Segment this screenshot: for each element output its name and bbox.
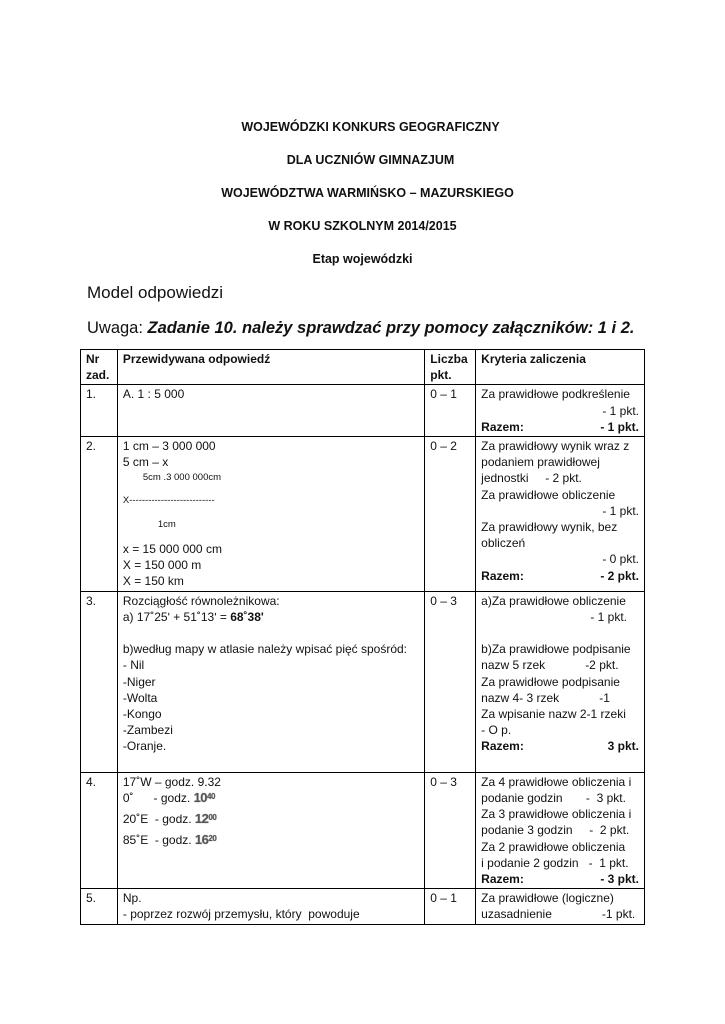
row-number: 4. <box>81 772 118 888</box>
row-answer: 17˚W – godz. 9.32 0˚ - godz. $10^{40}$ 20˚E - godz. $12^{00}$ 85˚E - godz. $16^{20}$ <box>117 772 424 888</box>
row-points: 0 – 2 <box>425 437 476 592</box>
row-criteria: Za prawidłowe (logiczne) uzasadnienie -1 pkt. <box>476 889 645 924</box>
razem: Razem: - 1 pkt. <box>481 419 639 434</box>
razem: Razem: - 2 pkt. <box>481 568 639 583</box>
row-points: 0 – 3 <box>425 591 476 772</box>
header-nr: Nr zad. <box>81 350 118 385</box>
answer-key-table <box>80 349 645 925</box>
table-row <box>81 437 645 592</box>
row-answer: Np. - poprzez rozwój przemysłu, który powoduje <box>117 889 424 924</box>
table-row <box>81 591 645 772</box>
row-criteria: a)Za prawidłowe obliczenie - 1 pkt. b)Za prawidłowe podpisanie nazw 5 rzek -2 pkt. Za prawidłowe podpisanie nazw 4- 3 rzek -1 Za wpisanie nazw 2-1 rzeki - O p. Razem: 3 pkt. <box>476 591 645 772</box>
contest-title-line-3: WOJEWÓDZTWA WARMIŃSKO – MAZURSKIEGO <box>221 186 514 200</box>
contest-title-line-1: WOJEWÓDZKI KONKURS GEOGRAFICZNY <box>241 120 500 134</box>
school-year: W ROKU SZKOLNYM 2014/2015 <box>268 219 457 233</box>
table-row <box>81 385 645 437</box>
razem: Razem: - 3 pkt. <box>481 872 639 887</box>
header-answer: Przewidywana odpowiedź <box>117 350 424 385</box>
time-image: $10^{40}$ <box>193 790 215 806</box>
note-label: Uwaga: <box>87 319 148 337</box>
row-number: 2. <box>81 437 118 592</box>
note-text: Zadanie 10. należy sprawdzać przy pomocy załączników: 1 i 2. <box>147 319 635 337</box>
row-answer: A. 1 : 5 000 <box>117 385 424 437</box>
row-points: 0 – 3 <box>425 772 476 888</box>
row-number: 3. <box>81 591 118 772</box>
time-image: $12^{00}$ <box>194 811 217 827</box>
table-header-row <box>81 350 645 385</box>
row-number: 1. <box>81 385 118 437</box>
table-row <box>81 889 645 924</box>
row-points: 0 – 1 <box>425 385 476 437</box>
row-criteria: Za 4 prawidłowe obliczenia i podanie godzin - 3 pkt. Za 3 prawidłowe obliczenia i podanie 3 godzin - 2 pkt. Za 2 prawidłowe obliczenia i podanie 2 godzin - 1 pkt. Razem: - 3 pkt. <box>476 772 645 888</box>
row-points: 0 – 1 <box>425 889 476 924</box>
page-title: Model odpowiedzi <box>87 283 224 302</box>
row-answer: 1 cm – 3 000 000 5 cm – x 5cm .3 000 000cm X--------------------------- 1cm x = 15 000 000 cm X = 150 000 m X = 150 km <box>117 437 424 592</box>
note <box>87 319 634 338</box>
header-points: Liczba pkt. <box>425 350 476 385</box>
row-answer: Rozciągłość równoleżnikowa: a) 17˚25ʹ + 51˚13ʹ = 68˚38ʹ b)według mapy w atlasie należy wpisać pięć spośród: - Nil -Niger -Wolta -Kongo -Zambezi -Oranje. <box>117 591 424 772</box>
table-row <box>81 772 645 888</box>
time-image: $16^{20}$ <box>194 832 217 848</box>
contest-title-line-2: DLA UCZNIÓW GIMNAZJUM <box>286 153 455 167</box>
stage-label: Etap wojewódzki <box>312 252 413 266</box>
row-number: 5. <box>81 889 118 924</box>
row-criteria: Za prawidłowy wynik wraz z podaniem prawidłowej jednostki - 2 pkt. Za prawidłowe obliczenie - 1 pkt. Za prawidłowy wynik, bez obliczeń - 0 pkt. Razem: - 2 pkt. <box>476 437 645 592</box>
row-criteria: Za prawidłowe podkreślenie - 1 pkt. Razem: - 1 pkt. <box>476 385 645 437</box>
razem: Razem: 3 pkt. <box>481 739 639 754</box>
header-criteria: Kryteria zaliczenia <box>476 350 645 385</box>
